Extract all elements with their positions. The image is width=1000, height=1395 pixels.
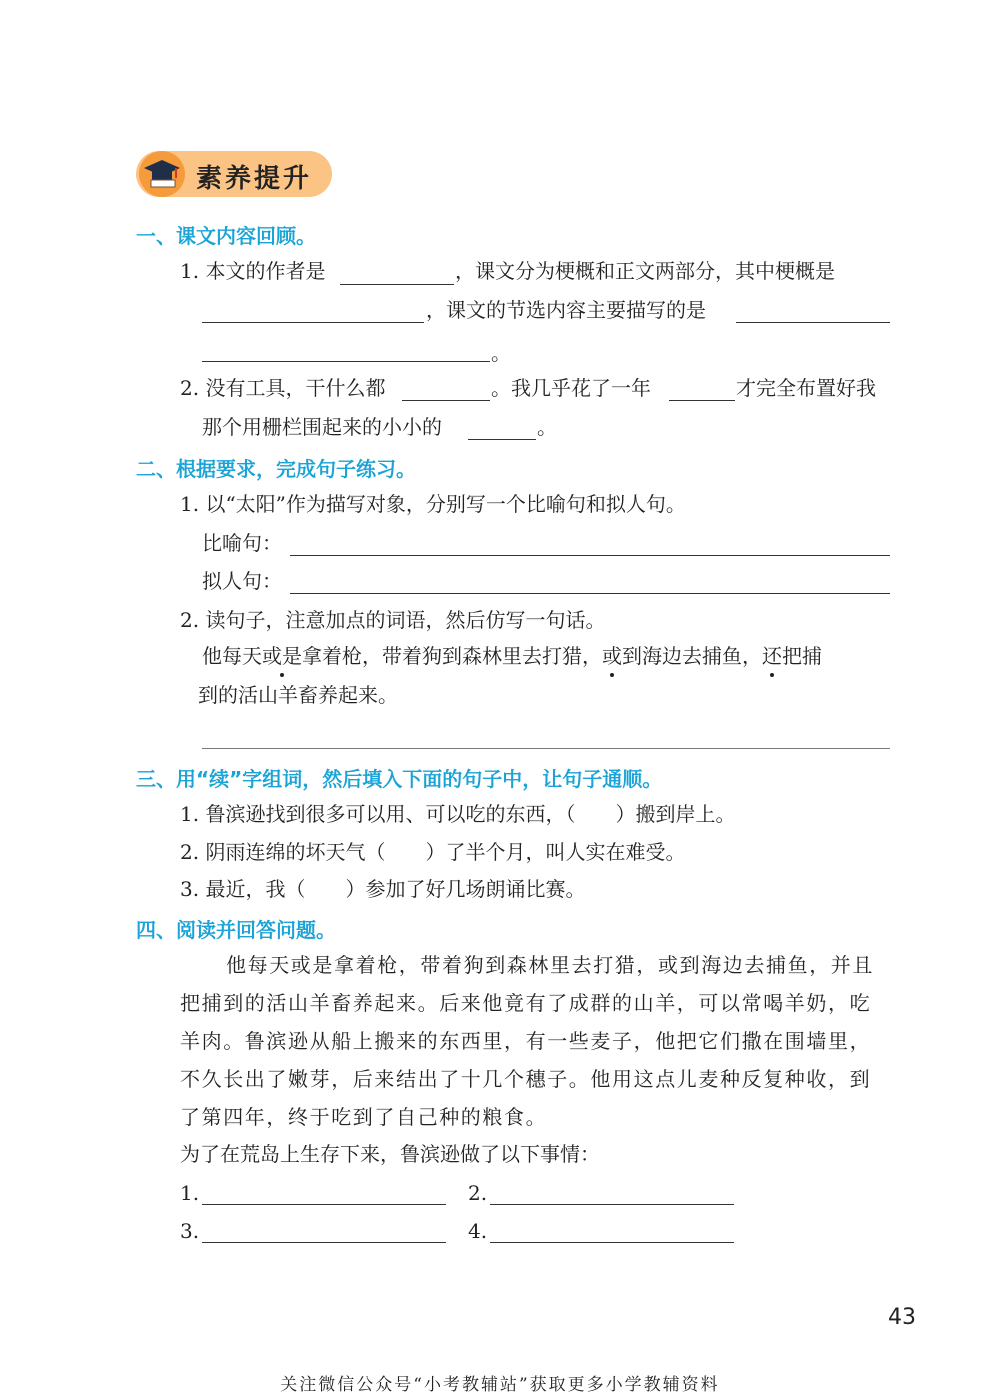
- section-4-title: 四、阅读并回答问题。: [136, 918, 336, 942]
- section-2-title: 二、根据要求，完成句子练习。: [136, 457, 416, 481]
- imitation-answer-line[interactable]: [202, 748, 890, 749]
- q1-1-part-b: ，课文分为梗概和正文两部分，其中梗概是: [455, 259, 835, 283]
- q1-2-part-d: 那个用栅栏围起来的小小的: [202, 415, 442, 439]
- answer-blank[interactable]: [669, 400, 735, 401]
- answer-blank[interactable]: [468, 439, 536, 440]
- q1-2-end: 。: [537, 415, 557, 439]
- simile-label: 比喻句：: [202, 531, 282, 555]
- passage-line: 不久长出了嫩芽，后来结出了十几个穗子。他用这点儿麦种反复种收，到: [180, 1067, 872, 1091]
- q1-1-part-a: 1. 本文的作者是: [180, 259, 326, 283]
- q1-1-part-c: ，课文的节选内容主要描写的是: [426, 298, 706, 322]
- footer-note: 关注微信公众号“小考教辅站”获取更多小学教辅资料: [280, 1375, 720, 1395]
- graduation-cap-icon: [138, 150, 186, 198]
- answer-line-4[interactable]: [490, 1242, 734, 1243]
- answer-label-3: 3.: [180, 1219, 200, 1243]
- answer-label-2: 2.: [468, 1181, 488, 1205]
- example-sentence-line-2: 到的活山羊畜养起来。: [198, 683, 398, 707]
- section-1-title: 一、课文内容回顾。: [136, 224, 316, 248]
- answer-label-1: 1.: [180, 1181, 200, 1205]
- dotted-word: 或是: [262, 644, 302, 668]
- personification-answer-line[interactable]: [290, 593, 890, 594]
- q1-2-part-c: 才完全布置好我: [736, 376, 876, 400]
- passage-line: 了第四年，终于吃到了自己种的粮食。: [180, 1105, 548, 1129]
- q3-1: 1. 鲁滨逊找到很多可以用、可以吃的东西，（ ）搬到岸上。: [180, 802, 736, 826]
- passage-line: 把捕到的活山羊畜养起来。后来他竟有了成群的山羊，可以常喝羊奶，吃: [180, 991, 872, 1015]
- answer-blank[interactable]: [402, 400, 490, 401]
- passage-line: 他每天或是拿着枪，带着狗到森林里去打猎，或到海边去捕鱼，并且: [226, 953, 874, 977]
- dotted-word: 还: [762, 644, 782, 668]
- q3-2: 2. 阴雨连绵的坏天气（ ）了半个月，叫人实在难受。: [180, 840, 686, 864]
- q1-2-part-a: 2. 没有工具，干什么都: [180, 376, 386, 400]
- q3-3: 3. 最近，我（ ）参加了好几场朗诵比赛。: [180, 877, 586, 901]
- sentence-part: 把捕: [782, 644, 822, 668]
- q2-1-text: 1. 以“太阳”作为描写对象，分别写一个比喻句和拟人句。: [180, 492, 686, 516]
- q4-question: 为了在荒岛上生存下来，鲁滨逊做了以下事情：: [180, 1142, 600, 1166]
- example-sentence: [202, 643, 822, 669]
- page-title: 素养提升: [196, 164, 313, 194]
- q1-2-part-b: 。我几乎花了一年: [491, 376, 651, 400]
- answer-blank[interactable]: [202, 361, 490, 362]
- answer-line-2[interactable]: [490, 1204, 734, 1205]
- dotted-word: 或: [602, 644, 622, 668]
- passage-line: 羊肉。鲁滨逊从船上搬来的东西里，有一些麦子，他把它们撒在围墙里，: [180, 1029, 872, 1053]
- answer-line-3[interactable]: [202, 1242, 446, 1243]
- answer-label-4: 4.: [468, 1219, 488, 1243]
- answer-blank[interactable]: [340, 284, 454, 285]
- answer-line-1[interactable]: [202, 1204, 446, 1205]
- answer-blank[interactable]: [202, 322, 424, 323]
- sentence-part: 他每天: [202, 644, 262, 668]
- personification-label: 拟人句：: [202, 569, 282, 593]
- section-3-title: 三、用“续”字组词，然后填入下面的句子中，让句子通顺。: [136, 767, 663, 791]
- q1-1-end: 。: [491, 341, 511, 365]
- simile-answer-line[interactable]: [290, 555, 890, 556]
- answer-blank[interactable]: [736, 322, 890, 323]
- q2-2-text: 2. 读句子，注意加点的词语，然后仿写一句话。: [180, 608, 606, 632]
- sentence-part: 拿着枪，带着狗到森林里去打猎，: [302, 644, 602, 668]
- sentence-part: 到海边去捕鱼，: [622, 644, 762, 668]
- page-number: 43: [888, 1305, 916, 1330]
